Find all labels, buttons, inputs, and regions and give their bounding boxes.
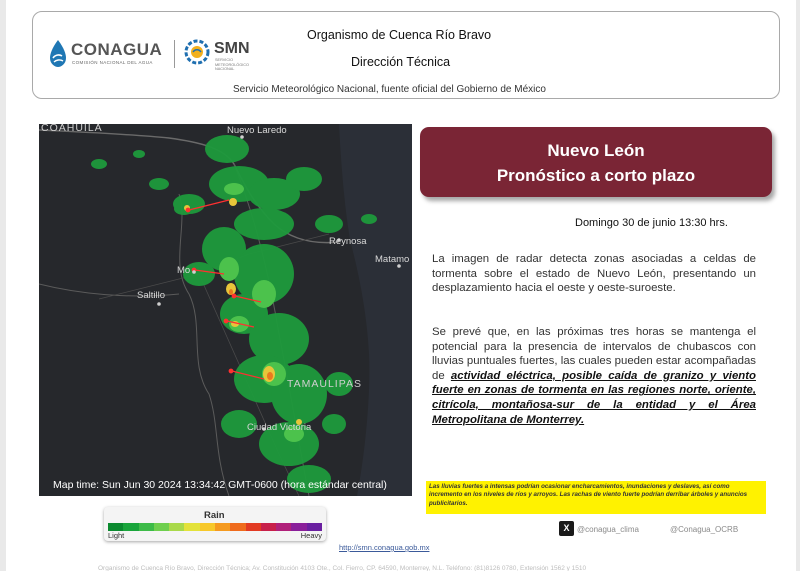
label-tamaulipas: TAMAULIPAS: [287, 378, 362, 390]
legend-color-swatch: [200, 523, 215, 531]
label-matamoros: Matamo: [375, 254, 410, 265]
legend-color-swatch: [307, 523, 322, 531]
legend-color-bar: [108, 523, 322, 531]
conagua-logo-text: CONAGUA: [71, 40, 163, 59]
forecast-title: Pronóstico a corto plazo: [496, 166, 696, 185]
conagua-logo-subtitle: COMISIÓN NACIONAL DEL AGUA: [72, 60, 153, 65]
arrow-head: [224, 319, 228, 323]
legend-color-swatch: [139, 523, 154, 531]
radar-map-graphic: [39, 124, 412, 496]
smn-emblem-icon: [183, 38, 211, 66]
smn-logo-text: SMN: [214, 40, 250, 57]
logo-divider: [174, 40, 175, 68]
rain-legend: [104, 507, 326, 541]
x-handle-link[interactable]: @conagua_clima: [577, 525, 639, 534]
legend-color-swatch: [184, 523, 199, 531]
region-title: Nuevo León: [547, 141, 645, 160]
footer-address: Organismo de Cuenca Río Bravo, Dirección Técnica; Av. Constitución 4103 Ote., Col. Fierro, CP. 64590, Monterrey, N.L. Teléfono: (81)8126 0780, Extensión 1562 y 1510: [98, 565, 587, 571]
legend-color-swatch: [261, 523, 276, 531]
label-reynosa: Reynosa: [329, 236, 367, 247]
legend-color-swatch: [276, 523, 291, 531]
label-monterrey: Mo: [177, 265, 191, 276]
conagua-emblem-icon: [47, 38, 69, 68]
radar-description: La imagen de radar detecta zonas asociadas a celdas de tormenta sobre el estado de Nuevo León, presentando un desplazamiento hacia el oeste y oeste-suroeste.: [432, 253, 756, 295]
label-coahuila: COAHUILA: [41, 124, 103, 134]
forecast-title-box: [420, 127, 772, 197]
department-name: Dirección Técnica: [351, 55, 451, 69]
header-tagline: Servicio Meteorológico Nacional, fuente oficial del Gobierno de México: [233, 84, 546, 95]
forecast-description: [432, 325, 756, 427]
legend-color-swatch: [154, 523, 169, 531]
x-logo-icon[interactable]: X: [559, 521, 574, 536]
legend-color-swatch: [108, 523, 123, 531]
forecast-hazards: actividad eléctrica, posible caída de granizo y viento fuerte en zonas de tormenta en las regiones norte, oriente, citrícola, montañosa-sur de la entidad y el Área Metropolitana de Monterrey.: [432, 369, 756, 426]
arrow-head: [186, 208, 190, 212]
arrow-head: [232, 294, 236, 298]
legend-title: Rain: [204, 510, 225, 521]
impact-warning: Las lluvias fuertes a intensas podrían ocasionar encharcamientos, inundaciones y deslaves, así como incremento en los niveles de ríos y arroyos. Las rachas de viento fuerte podrían derribar árboles y anuncios publicitarios.: [426, 481, 766, 514]
website-link[interactable]: http://smn.conagua.gob.mx: [339, 543, 430, 552]
smn-logo-subtitle: SERVICIO METEOROLÓGICO NACIONAL: [215, 58, 249, 72]
legend-color-swatch: [230, 523, 245, 531]
label-nuevo-laredo: Nuevo Laredo: [227, 125, 287, 136]
map-timestamp: Map time: Sun Jun 30 2024 13:34:42 GMT-0600 (hora estándar central): [53, 479, 387, 491]
facebook-handle-link[interactable]: @Conagua_OCRB: [670, 525, 739, 534]
conagua-logo: [47, 37, 171, 71]
label-ciudad-victoria: Ciudad Victoria: [247, 422, 312, 433]
organization-name: Organismo de Cuenca Río Bravo: [307, 28, 492, 42]
arrow-head: [229, 369, 233, 373]
legend-high-label: Heavy: [300, 531, 322, 540]
smn-logo: [183, 36, 263, 72]
header-box: [32, 11, 780, 99]
legend-color-swatch: [246, 523, 261, 531]
legend-color-swatch: [169, 523, 184, 531]
radar-map: [39, 124, 412, 496]
forecast-description-intro: Se prevé que, en las próximas tres horas se mantenga el potencial para la presencia de intervalos de chubascos con lluvias puntuales fuertes, las cuales pueden estar acompañadas de: [432, 326, 756, 382]
legend-color-swatch: [123, 523, 138, 531]
legend-color-swatch: [215, 523, 230, 531]
legend-low-label: Light: [108, 531, 125, 540]
label-saltillo: Saltillo: [137, 290, 165, 301]
issue-date: Domingo 30 de junio 13:30 hrs.: [575, 217, 728, 229]
legend-color-swatch: [291, 523, 306, 531]
